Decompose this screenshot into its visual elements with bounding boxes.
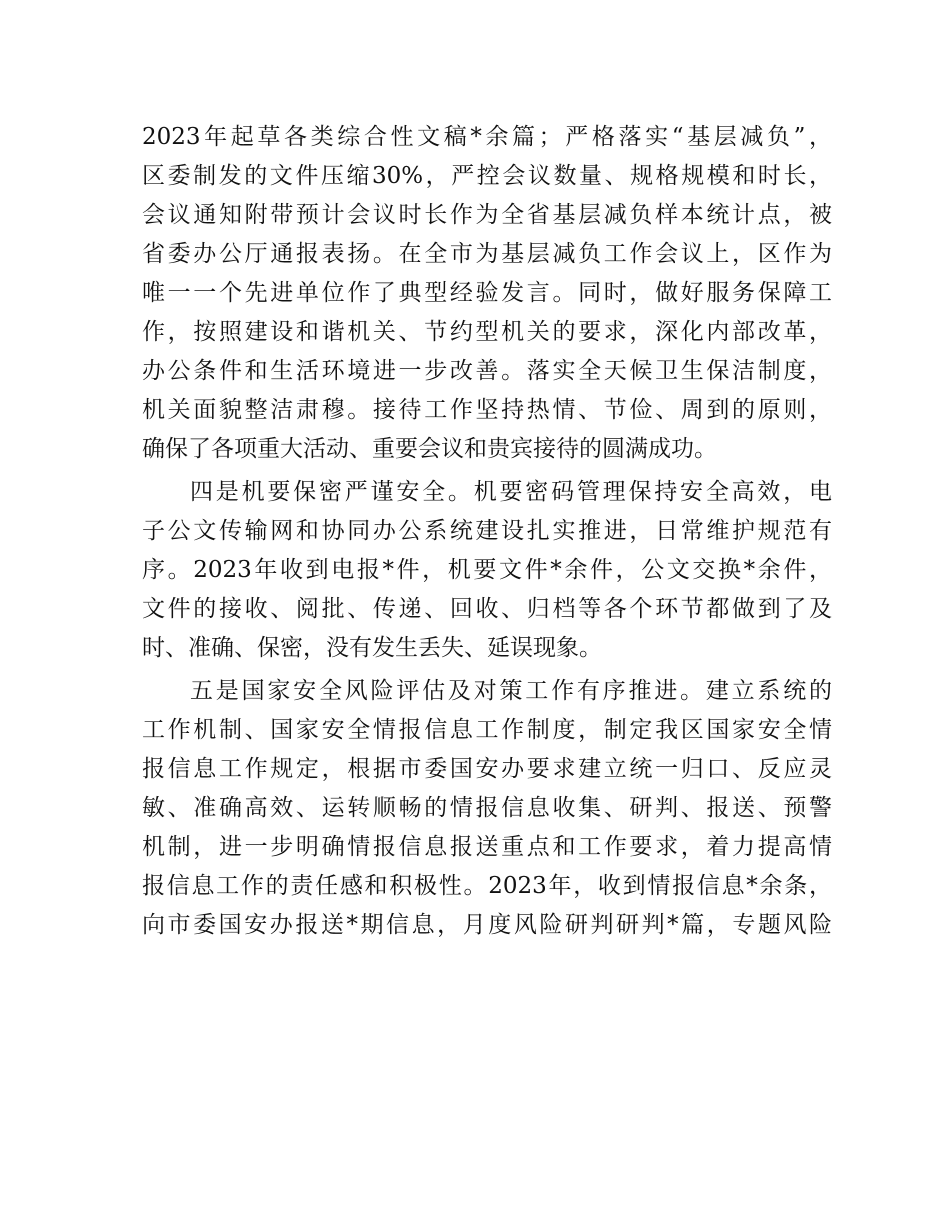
paragraph-line: 报信息工作的责任感和积极性。2023年，收到情报信息*余条， <box>142 873 832 899</box>
paragraph-line: 机关面貌整洁肃穆。接待工作坚持热情、节俭、周到的原则， <box>142 397 832 423</box>
paragraph-line: 敏、准确高效、运转顺畅的情报信息收集、研判、报送、预警 <box>142 795 832 821</box>
paragraph-line: 作，按照建设和谐机关、节约型机关的要求，深化内部改革， <box>142 319 832 345</box>
paragraph-line: 确保了各项重大活动、重要会议和贵宾接待的圆满成功。 <box>142 436 717 462</box>
paragraph-line: 序。2023年收到电报*件，机要文件*余件，公文交换*余件， <box>142 557 832 583</box>
paragraph-line: 五是国家安全风险评估及对策工作有序推进。建立系统的 <box>190 678 832 704</box>
paragraph-line: 2023年起草各类综合性文稿*余篇；严格落实“基层减负”， <box>142 124 832 150</box>
paragraph-line: 唯一一个先进单位作了典型经验发言。同时，做好服务保障工 <box>142 280 832 306</box>
document-body <box>142 118 832 945</box>
paragraph-line: 工作机制、国家安全情报信息工作制度，制定我区国家安全情 <box>142 717 832 743</box>
paragraph-line: 子公文传输网和协同办公系统建设扎实推进，日常维护规范有 <box>142 518 832 544</box>
paragraph-line: 省委办公厅通报表扬。在全市为基层减负工作会议上，区作为 <box>142 241 832 267</box>
paragraph <box>142 473 832 668</box>
paragraph-line: 机制，进一步明确情报信息报送重点和工作要求，着力提高情 <box>142 834 832 860</box>
paragraph-line: 四是机要保密严谨安全。机要密码管理保持安全高效，电 <box>190 479 832 505</box>
paragraph-line: 文件的接收、阅批、传递、回收、归档等各个环节都做到了及 <box>142 596 832 622</box>
paragraph <box>142 118 832 469</box>
paragraph-line: 会议通知附带预计会议时长作为全省基层减负样本统计点，被 <box>142 202 832 228</box>
paragraph-line: 时、准确、保密，没有发生丢失、延误现象。 <box>142 635 602 661</box>
paragraph-line: 向市委国安办报送*期信息，月度风险研判研判*篇，专题风险 <box>142 912 832 938</box>
paragraph-line: 区委制发的文件压缩30%，严控会议数量、规格规模和时长， <box>142 163 832 189</box>
paragraph-line: 办公条件和生活环境进一步改善。落实全天候卫生保洁制度， <box>142 358 832 384</box>
paragraph-line: 报信息工作规定，根据市委国安办要求建立统一归口、反应灵 <box>142 756 832 782</box>
paragraph <box>142 672 832 945</box>
